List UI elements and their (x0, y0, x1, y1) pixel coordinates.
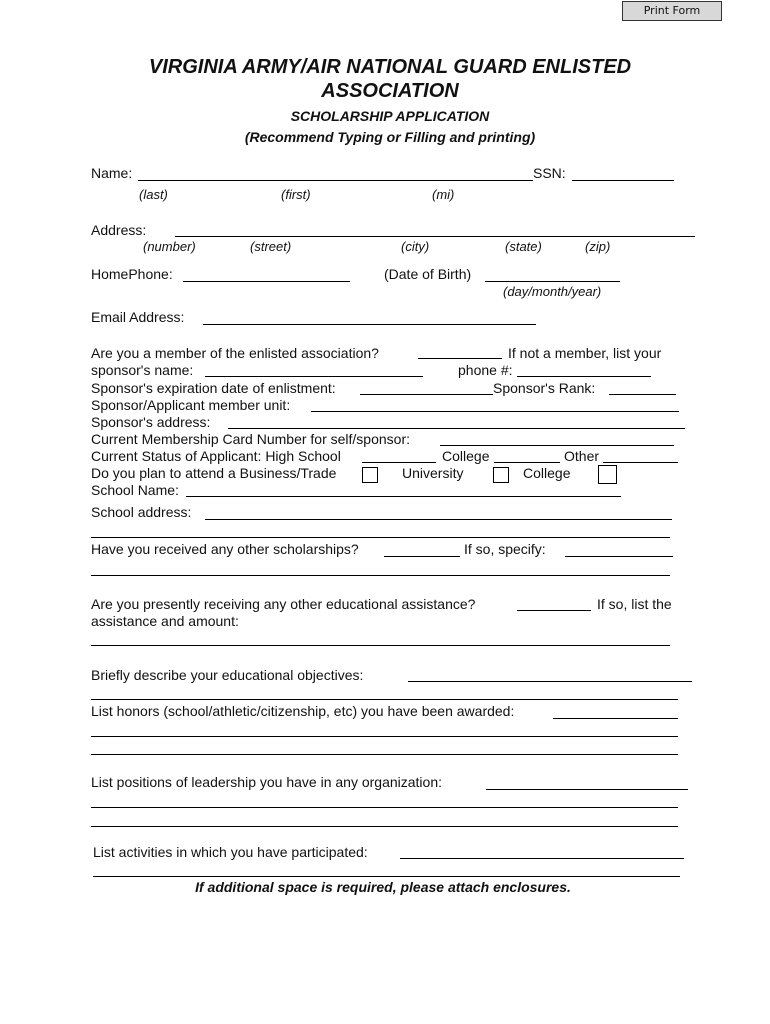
school-name-label: School Name: (91, 482, 179, 498)
attend-label: Do you plan to attend a Business/Trade (91, 465, 337, 481)
email-label: Email Address: (91, 309, 185, 325)
form-title-line-1: VIRGINIA ARMY/AIR NATIONAL GUARD ENLISTED (148, 56, 632, 78)
expiration-field[interactable] (360, 394, 493, 395)
honors-line-3[interactable] (91, 754, 678, 755)
name-label: Name: (91, 165, 133, 181)
university-label: University (402, 465, 464, 481)
hint-number: (number) (143, 239, 196, 254)
school-address-field[interactable] (205, 519, 672, 520)
status-college-field[interactable] (494, 462, 560, 463)
assistance-question: Are you presently receiving any other educational assistance? (91, 596, 476, 612)
school-name-field[interactable] (186, 496, 621, 497)
assistance-line[interactable] (91, 645, 670, 646)
honors-line-2[interactable] (91, 736, 678, 737)
form-instructions: (Recommend Typing or Filling and printing) (244, 129, 536, 145)
sponsor-phone-field[interactable] (517, 376, 651, 377)
scholarships-line-2[interactable] (91, 575, 670, 576)
status-label: Current Status of Applicant: High School (91, 448, 341, 464)
sponsor-address-label: Sponsor's address: (91, 414, 211, 430)
rank-field[interactable] (609, 394, 676, 395)
activities-line-2[interactable] (93, 876, 680, 877)
honors-field[interactable] (553, 718, 678, 719)
dob-hint: (day/month/year) (503, 284, 602, 299)
hint-city: (city) (401, 239, 430, 254)
member-answer-field[interactable] (418, 358, 502, 359)
business-trade-checkbox[interactable] (362, 467, 378, 483)
sponsor-phone-label: phone #: (458, 362, 513, 378)
assistance-answer-field[interactable] (517, 610, 591, 611)
address-field[interactable] (175, 236, 695, 237)
school-address-line-2[interactable] (91, 537, 670, 538)
hint-street: (street) (250, 239, 292, 254)
assistance-list-label: If so, list the (597, 596, 672, 612)
leadership-field[interactable] (486, 789, 688, 790)
objectives-field[interactable] (408, 681, 692, 682)
ssn-label: SSN: (533, 165, 566, 181)
hint-state: (state) (505, 239, 542, 254)
university-checkbox[interactable] (493, 467, 509, 483)
hint-first: (first) (281, 187, 311, 202)
hint-last: (last) (139, 187, 168, 202)
sponsor-address-field[interactable] (228, 428, 685, 429)
sponsor-name-field[interactable] (205, 376, 423, 377)
member-question: Are you a member of the enlisted association? (91, 345, 379, 361)
name-field[interactable] (138, 180, 533, 181)
scholarships-specify-field[interactable] (565, 556, 673, 557)
dob-field[interactable] (485, 281, 620, 282)
home-phone-label: HomePhone: (91, 266, 173, 282)
sponsor-name-label: sponsor's name: (91, 362, 194, 378)
status-other-field[interactable] (603, 462, 678, 463)
activities-field[interactable] (400, 858, 684, 859)
scholarships-answer-field[interactable] (384, 556, 460, 557)
rank-label: Sponsor's Rank: (493, 380, 596, 396)
card-number-field[interactable] (440, 445, 674, 446)
home-phone-field[interactable] (183, 281, 350, 282)
assistance-amount-label: assistance and amount: (91, 613, 239, 629)
form-subtitle: SCHOLARSHIP APPLICATION (290, 108, 490, 124)
email-field[interactable] (203, 324, 536, 325)
leadership-line-3[interactable] (91, 826, 678, 827)
status-college-label: College (442, 448, 490, 464)
college-label: College (523, 465, 571, 481)
activities-label: List activities in which you have participated: (93, 844, 368, 860)
hint-zip: (zip) (585, 239, 611, 254)
objectives-label: Briefly describe your educational objectives: (91, 667, 364, 683)
status-other-label: Other (564, 448, 600, 464)
ssn-field[interactable] (572, 180, 674, 181)
scholarships-specify-label: If so, specify: (464, 541, 546, 557)
objectives-line-2[interactable] (91, 699, 678, 700)
print-form-button[interactable]: Print Form (622, 1, 722, 21)
not-member-text: If not a member, list your (508, 345, 662, 361)
address-label: Address: (91, 222, 147, 238)
form-title-line-2: ASSOCIATION (321, 80, 459, 102)
honors-label: List honors (school/athletic/citizenship, etc) you have been awarded: (91, 703, 515, 719)
dob-label: (Date of Birth) (384, 266, 472, 282)
hint-mi: (mi) (432, 187, 455, 202)
leadership-label: List positions of leadership you have in any organization: (91, 774, 442, 790)
scholarships-question: Have you received any other scholarships? (91, 541, 359, 557)
expiration-label: Sponsor's expiration date of enlistment: (91, 380, 336, 396)
college-checkbox[interactable] (598, 465, 617, 484)
enclosures-note: If additional space is required, please attach enclosures. (195, 879, 571, 895)
status-high-school-field[interactable] (362, 462, 436, 463)
card-number-label: Current Membership Card Number for self/sponsor: (91, 431, 411, 447)
leadership-line-2[interactable] (91, 807, 678, 808)
unit-field[interactable] (311, 411, 679, 412)
school-address-label: School address: (91, 504, 192, 520)
unit-label: Sponsor/Applicant member unit: (91, 397, 291, 413)
